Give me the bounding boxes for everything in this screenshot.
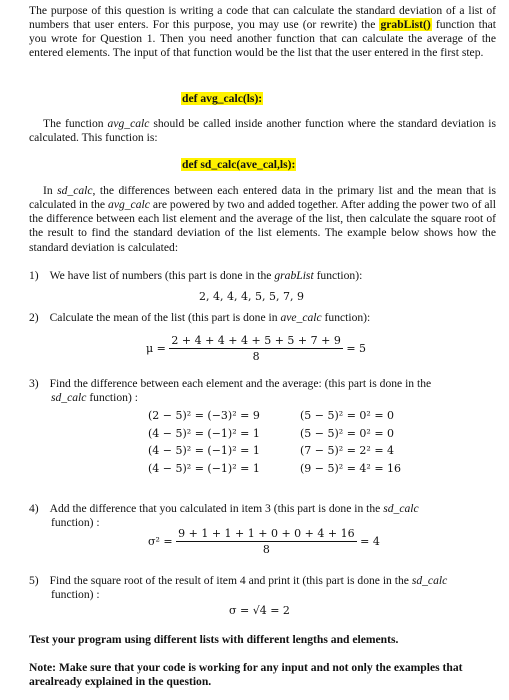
avg-text-start: The function xyxy=(43,117,108,130)
diff-row: (9 − 5)² = 4² = 16 xyxy=(300,461,402,475)
step-5-text-end: function) : xyxy=(51,588,100,602)
sd-paragraph xyxy=(29,184,496,255)
step-2-text-end: function): xyxy=(321,311,371,324)
numbers-list: 2, 4, 4, 4, 5, 5, 7, 9 xyxy=(199,290,304,303)
step-1-fn: grabList xyxy=(274,269,314,282)
step-5 xyxy=(29,574,496,602)
step-3-fn: sd_calc xyxy=(51,391,87,405)
mean-numerator: 2 + 4 + 4 + 4 + 5 + 5 + 7 + 9 xyxy=(171,334,341,347)
variance-fraction xyxy=(176,527,356,557)
step-3-number: 3) xyxy=(29,377,39,390)
avg-calc-name: avg_calc xyxy=(107,117,150,130)
sd-text-e: are powered by two and added together. After adding the power two of all the difference between each list element and the average of the list, then calculate the square root of the result to find the standard deviation of the list elements. The example below shows how the standard deviation is calculated: xyxy=(29,198,496,254)
sd-calc-name-1: sd_calc xyxy=(57,184,93,197)
step-4-text: Add the difference that you calculated in item 3 (this part is done in the xyxy=(49,502,384,515)
def-avg-line xyxy=(181,92,263,106)
diff-row: (4 − 5)² = (−1)² = 1 xyxy=(148,426,260,440)
sd-text-a: In xyxy=(43,184,58,197)
diff-column-left xyxy=(148,407,260,477)
mean-rhs: = 5 xyxy=(346,342,367,356)
step-1-text-end: function): xyxy=(313,269,363,282)
variance-denominator: 8 xyxy=(262,543,270,557)
def-sd-line xyxy=(181,158,296,172)
step-2 xyxy=(29,311,370,325)
step-4-number: 4) xyxy=(29,502,39,515)
step-3-text-end: function) : xyxy=(86,391,138,405)
step-4-fn: sd_calc xyxy=(383,502,419,515)
diff-row: (2 − 5)² = (−3)² = 9 xyxy=(148,409,260,422)
avg-calc-name-2: avg_calc xyxy=(108,198,150,212)
intro-text-end: function that you wrote for Question 1. Then you need another function that can calculate the average of the entered elements. The input of that function would be the list that the user entered in the first step. xyxy=(29,18,496,60)
note-instruction: Note: Make sure that your code is working for any input and not only the examples that arealready explained in the question. xyxy=(29,661,463,689)
sd-text-c: , the differences between each entered data in the primary list and the mean that is calculated in the xyxy=(29,184,496,212)
step-4-text-end: function) : xyxy=(51,516,100,530)
sd-equation: σ = √4 = 2 xyxy=(229,604,290,617)
intro-paragraph xyxy=(29,4,496,61)
diff-row: (7 − 5)² = 2² = 4 xyxy=(300,444,395,457)
mean-denominator: 8 xyxy=(252,350,260,364)
diff-column-right xyxy=(300,407,401,477)
step-2-fn: ave_calc xyxy=(280,311,322,324)
step-5-text: Find the square root of the result of item 4 and print it (this part is done in the xyxy=(49,574,412,587)
def-avg-code: def avg_calc(ls): xyxy=(182,92,263,105)
step-3 xyxy=(29,377,496,405)
grablist-highlight: grabList() xyxy=(380,18,431,32)
variance-numerator: 9 + 1 + 1 + 1 + 0 + 0 + 4 + 16 xyxy=(178,527,355,540)
fraction-bar xyxy=(169,348,342,349)
def-sd-code: def sd_calc(ave_cal,ls): xyxy=(182,158,296,171)
step-5-number: 5) xyxy=(29,574,39,587)
diff-row: (4 − 5)² = (−1)² = 1 xyxy=(148,444,260,457)
mean-lhs: μ = xyxy=(146,342,166,356)
variance-lhs: σ² = xyxy=(148,535,173,549)
intro-text-start: The purpose of this question is writing a code that can calculate the standard deviation of a list of numbers that user enters. For this purpose, you may use (or rewrite) the xyxy=(29,4,496,32)
avg-paragraph xyxy=(29,117,496,145)
step-1 xyxy=(29,269,362,283)
step-1-number: 1) xyxy=(29,269,39,282)
test-instruction: Test your program using different lists with different lengths and elements. xyxy=(29,633,399,646)
mean-equation xyxy=(146,334,366,364)
step-2-text: Calculate the mean of the list (this part is done in xyxy=(49,311,281,324)
variance-equation xyxy=(148,527,380,557)
diff-row: (5 − 5)² = 0² = 0 xyxy=(300,409,395,422)
step-3-text: Find the difference between each element and the average: (this part is done in the xyxy=(49,377,432,390)
step-1-text: We have list of numbers (this part is done in the xyxy=(49,269,275,282)
step-2-number: 2) xyxy=(29,311,39,324)
variance-rhs: = 4 xyxy=(360,535,380,549)
avg-text-end: should be called inside another function where the standard deviation is calculated. This function is: xyxy=(29,117,496,145)
diff-row: (4 − 5)² = (−1)² = 1 xyxy=(148,461,260,475)
fraction-bar xyxy=(176,541,356,542)
mean-fraction xyxy=(169,334,342,364)
step-5-fn: sd_calc xyxy=(411,574,448,587)
diff-row: (5 − 5)² = 0² = 0 xyxy=(300,426,395,440)
